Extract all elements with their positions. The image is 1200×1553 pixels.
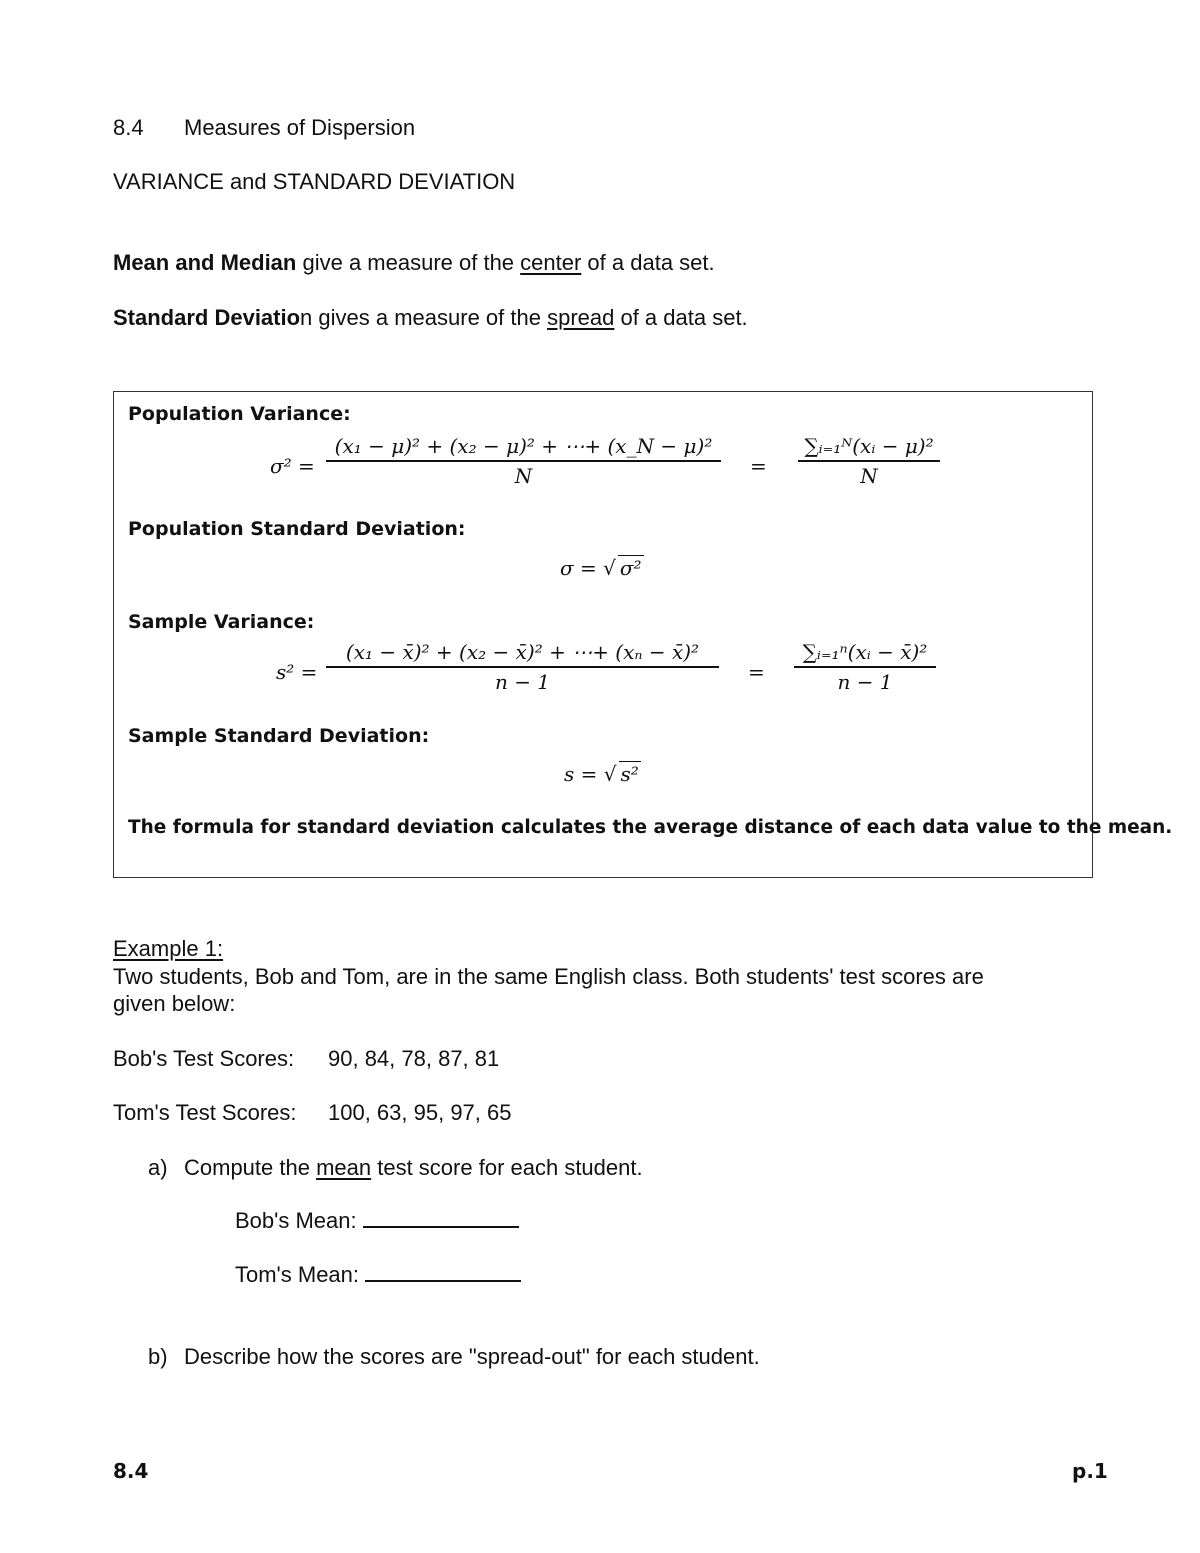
bob-mean-blank[interactable] bbox=[363, 1208, 519, 1228]
example-heading: Example 1: bbox=[113, 936, 224, 961]
sample-sd-lhs: s = bbox=[564, 762, 604, 786]
section-title: Measures of Dispersion bbox=[184, 115, 416, 140]
example-text-line1: Two students, Bob and Tom, are in the same English class. Both students' test scores are bbox=[113, 964, 984, 989]
intro-bold-std-dev: Standard Deviatio bbox=[113, 305, 301, 330]
bob-scores-values: 90, 84, 78, 87, 81 bbox=[328, 1046, 500, 1071]
sample-sd-label: Sample Standard Deviation: bbox=[128, 725, 430, 747]
sample-variance-sum-denominator: n − 1 bbox=[837, 670, 893, 694]
pop-variance-sum-fraction bbox=[798, 434, 940, 488]
tom-mean-row bbox=[235, 1262, 521, 1288]
section-number: 8.4 bbox=[113, 115, 144, 140]
tom-scores-values: 100, 63, 95, 97, 65 bbox=[328, 1100, 512, 1125]
tom-scores-label: Tom's Test Scores: bbox=[113, 1100, 297, 1125]
part-b-text: Describe how the scores are "spread-out" for each student. bbox=[184, 1344, 760, 1369]
sample-variance-denominator: n − 1 bbox=[494, 670, 551, 694]
part-a-post: test score for each student. bbox=[371, 1155, 643, 1180]
sqrt-icon: √ bbox=[603, 556, 616, 580]
std-dev-note: The formula for standard deviation calculates the average distance of each data value to the mean. bbox=[128, 817, 1173, 838]
spread-underlined: spread bbox=[547, 305, 615, 330]
intro-bold-mean-median: Mean and Median bbox=[113, 250, 297, 275]
sample-variance-lhs: s² = bbox=[276, 660, 318, 684]
pop-variance-denominator: N bbox=[514, 464, 533, 488]
sqrt-icon: √ bbox=[603, 762, 617, 786]
part-b-marker: b) bbox=[148, 1344, 168, 1369]
sample-sd-formula bbox=[564, 761, 641, 786]
sample-sd-radicand: s² bbox=[620, 762, 639, 786]
sample-variance-numerator: (x₁ − x̄)² + (x₂ − x̄)² + ⋯+ (xₙ − x̄)² bbox=[326, 640, 719, 668]
pop-variance-sum-numerator: ∑ᵢ₌₁ᴺ(xᵢ − μ)² bbox=[798, 434, 940, 462]
pop-sd-lhs: σ = bbox=[560, 556, 604, 580]
pop-sd-radicand: σ² bbox=[619, 556, 642, 580]
sample-variance-sum-numerator: ∑ᵢ₌₁ⁿ(xᵢ − x̄)² bbox=[794, 640, 936, 668]
center-underlined: center bbox=[520, 250, 582, 275]
pop-variance-sum-denominator: N bbox=[860, 464, 878, 488]
part-a-marker: a) bbox=[148, 1155, 168, 1180]
pop-sd-formula bbox=[560, 555, 644, 580]
part-a-pre: Compute the bbox=[184, 1155, 317, 1180]
intro-text-end: of a data set. bbox=[581, 250, 715, 275]
intro-text-end: of a data set. bbox=[614, 305, 748, 330]
pop-variance-numerator: (x₁ − μ)² + (x₂ − μ)² + ⋯+ (x_N − μ)² bbox=[326, 434, 721, 462]
formula-box bbox=[113, 391, 1173, 878]
footer-section: 8.4 bbox=[113, 1459, 149, 1483]
bob-mean-label: Bob's Mean: bbox=[235, 1208, 357, 1233]
example-text-line2: given below: bbox=[113, 991, 236, 1016]
tom-mean-blank[interactable] bbox=[365, 1262, 521, 1282]
sample-variance-label: Sample Variance: bbox=[128, 611, 315, 633]
sample-variance-sum-fraction bbox=[794, 640, 936, 694]
intro-line-spread bbox=[113, 305, 748, 331]
sample-variance-fraction bbox=[326, 640, 719, 694]
pop-sd-label: Population Standard Deviation: bbox=[128, 518, 466, 540]
intro-text: give a measure of the bbox=[296, 250, 521, 275]
equals-sign: = bbox=[750, 454, 767, 478]
intro-text: n gives a measure of the bbox=[300, 305, 548, 330]
part-a-text bbox=[184, 1155, 643, 1181]
intro-line-center bbox=[113, 250, 715, 276]
bob-scores-label: Bob's Test Scores: bbox=[113, 1046, 295, 1071]
page-subtitle: VARIANCE and STANDARD DEVIATION bbox=[113, 169, 516, 194]
pop-variance-lhs: σ² = bbox=[270, 454, 315, 478]
equals-sign: = bbox=[748, 660, 765, 684]
bob-mean-row bbox=[235, 1208, 519, 1234]
tom-mean-label: Tom's Mean: bbox=[235, 1262, 360, 1287]
footer-page-number: p.1 bbox=[1072, 1459, 1108, 1483]
pop-variance-fraction bbox=[326, 434, 721, 488]
mean-underlined: mean bbox=[316, 1155, 372, 1180]
pop-variance-label: Population Variance: bbox=[128, 403, 351, 425]
